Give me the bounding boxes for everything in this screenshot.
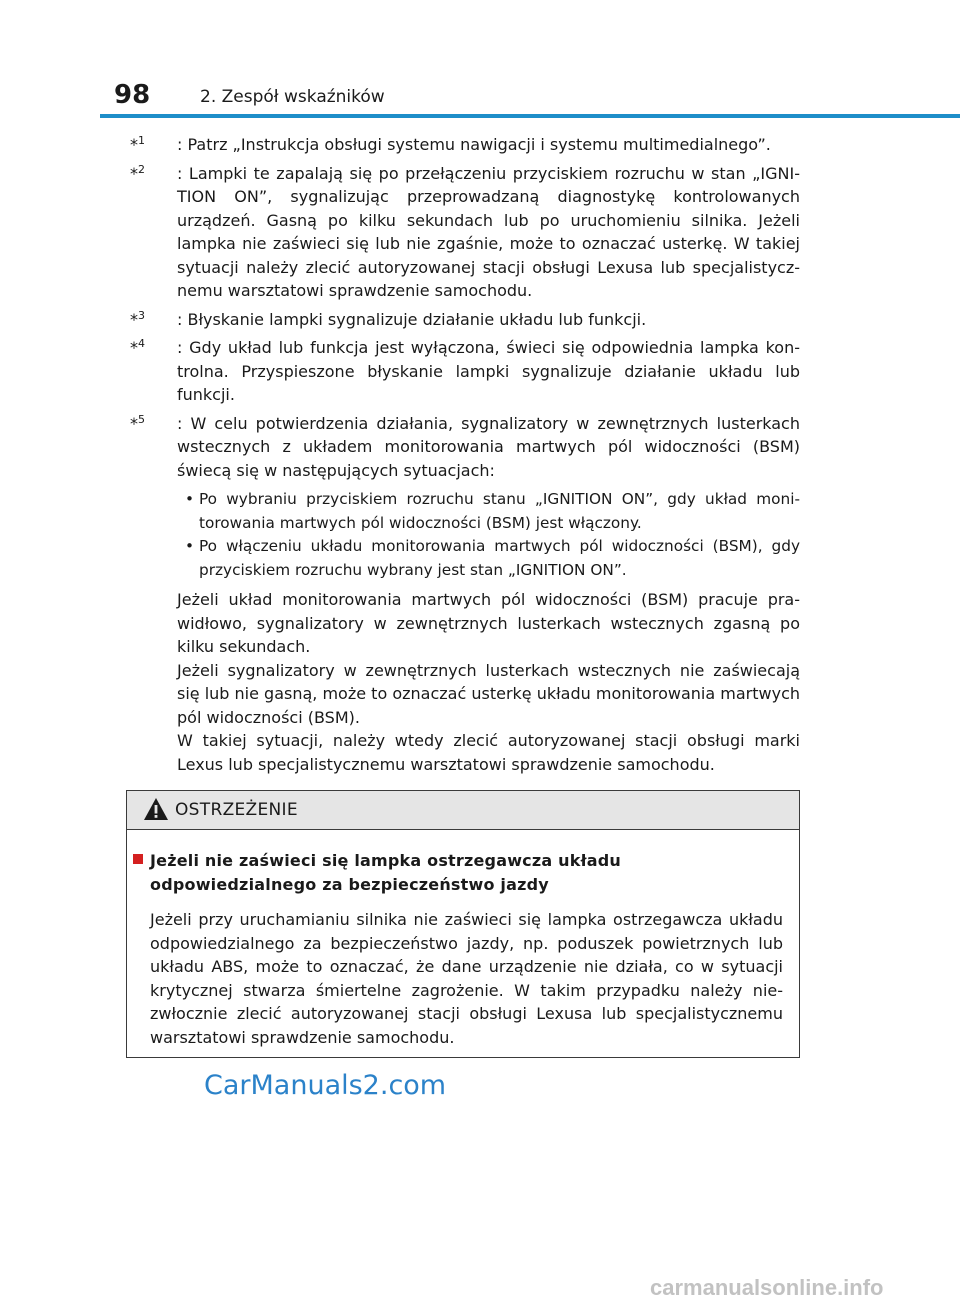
warning-triangle-icon [143, 797, 169, 821]
note-text: : Lampki te zapalają się po przełączeniu przyciskiem rozruchu w stan „IGNI-TION ON”, sygnalizując przeprowadzaną diagnostykę kontrolowanych urządzeń. Gasną po kilku sekundach lub po uruchomieniu silnika. Jeżeli lampka nie zaświeci się lub nie zgaśnie, może to oznaczać usterkę. W takiej sytuacji należy zlecić autoryzowanej stacji obsługi Lexusa lub specjalistycz-nemu warsztatowi sprawdzenie samochodu. [177, 163, 800, 300]
watermark: CarManuals2.com [204, 1070, 447, 1101]
note-sup: 5 [138, 412, 145, 426]
note-sup: 1 [138, 134, 145, 147]
warning-title: OSTRZEŻENIE [175, 800, 298, 820]
warning-box [126, 790, 800, 1058]
paragraph: Jeżeli sygnalizatory w zewnętrznych lusterkach wstecznych nie zaświecają się lub nie gasną, może to oznaczać usterkę układu monitorowania martwych pól widoczności (BSM). [177, 660, 800, 727]
paragraph: Jeżeli układ monitorowania martwych pól widoczności (BSM) pracuje pra-widłowo, sygnalizatory w zewnętrznych lusterkach wstecznych zgasną po kilku sekundach. [177, 590, 800, 656]
warning-item [133, 849, 783, 1049]
note-mark: * [130, 309, 138, 329]
note-text: : Gdy układ lub funkcja jest wyłączona, świeci się odpowiednia lampka kon-trolna. Przyspieszone błyskanie lampki sygnalizuje działanie układu lub funkcji. [177, 338, 800, 404]
note-mark: * [130, 163, 138, 183]
section-title: 2. Zespół wskaźników [200, 87, 385, 107]
bullet-icon: • [185, 537, 195, 555]
note-sup: 2 [138, 162, 145, 176]
note-sup: 3 [138, 308, 145, 322]
footnote-1 [130, 133, 800, 157]
bullet-text: Po wybraniu przyciskiem rozruchu stanu „IGNITION ON”, gdy układ moni-torowania martwych pól widoczności (BSM) jest włączony. [199, 490, 800, 532]
bullet-icon: • [185, 490, 195, 508]
note-mark: * [130, 413, 138, 433]
note-text: : W celu potwierdzenia działania, sygnalizatory w zewnętrznych lusterkach wstecznych z układem monitorowania martwych pól widoczności (BSM) świecą się w następujących sytuacjach: [177, 413, 800, 480]
bullet-text: Po włączeniu układu monitorowania martwych pól widoczności (BSM), gdy przyciskiem rozruchu wybrany jest stan „IGNITION ON”. [199, 537, 800, 579]
note-mark: * [130, 135, 138, 154]
footnote-4 [130, 336, 800, 407]
page-header [0, 0, 960, 118]
note-sup: 4 [138, 337, 145, 350]
page-number: 98 [114, 80, 151, 110]
paragraph: W takiej sytuacji, należy wtedy zlecić autoryzowanej stacji obsługi marki Lexus lub specjalistycznemu warsztatowi sprawdzenie samochodu. [177, 731, 800, 774]
footnote-2 [130, 162, 800, 303]
list-item [177, 535, 800, 582]
note-text: : Błyskanie lampki sygnalizuje działanie układu lub funkcji. [177, 309, 647, 329]
note-mark: * [130, 338, 138, 357]
warning-text: Jeżeli przy uruchamianiu silnika nie zaświeci się lampka ostrzegawcza układu odpowiedzialnego za bezpieczeństwo jazdy, np. poduszek powietrznych lub układu ABS, może to oznaczać, że dane urządzenie nie działa, co w sytuacji krytycznej stwarza śmiertelne zagrożenie. W takim przypadku należy nie-zwłocznie zlecić autoryzowanej stacji obsługi Lexusa lub specjalistycznemu warsztatowi sprawdzenie samochodu. [150, 910, 783, 1047]
header-rule [100, 114, 960, 118]
warning-heading: Jeżeli nie zaświeci się lampka ostrzegawcza układu odpowiedzialnego za bezpieczeństwo jazdy [150, 851, 621, 894]
footnote-5 [130, 412, 800, 777]
bullet-list [177, 488, 800, 582]
warning-header [127, 791, 799, 830]
footnote-3 [130, 308, 800, 332]
footer-watermark: carmanualsonline.info [650, 1275, 884, 1300]
red-square-icon [133, 854, 143, 864]
note-text: : Patrz „Instrukcja obsługi systemu nawigacji i systemu multimedialnego”. [177, 135, 771, 154]
list-item [177, 488, 800, 535]
footnotes [130, 133, 800, 781]
